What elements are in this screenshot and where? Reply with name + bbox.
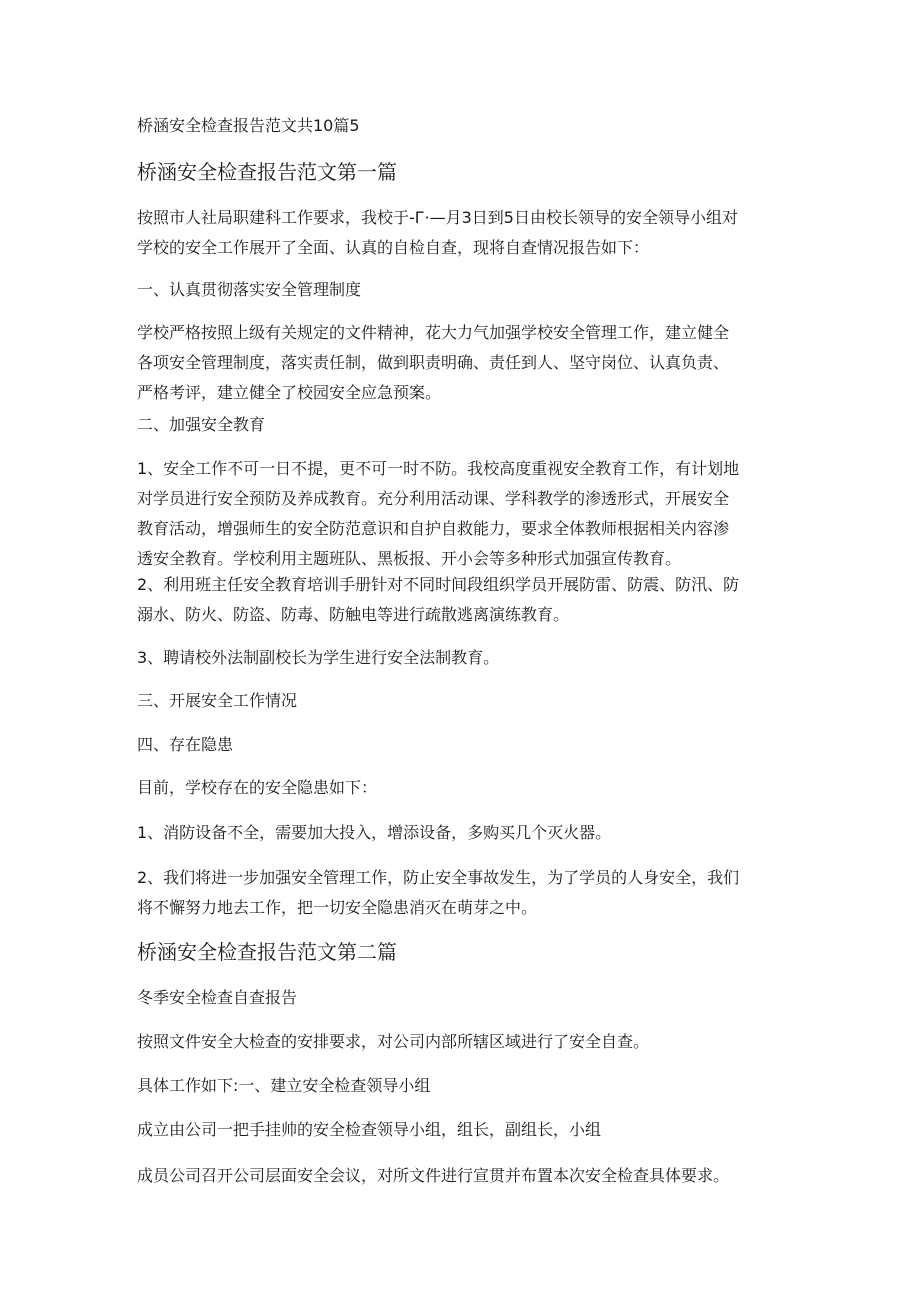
paragraph	[137, 454, 797, 574]
paragraph	[137, 1115, 797, 1145]
paragraph	[137, 643, 797, 673]
paragraph-line: 一、认真贯彻落实安全管理制度	[137, 280, 362, 299]
paragraph-line: 三、开展安全工作情况	[137, 691, 298, 710]
subheading	[137, 275, 797, 305]
paragraph-line: 3、聘请校外法制副校长为学生进行安全法制教育。	[137, 648, 500, 667]
paragraph	[137, 773, 797, 803]
paragraph	[137, 818, 797, 848]
paragraph	[137, 1161, 797, 1191]
subheading	[137, 730, 797, 760]
paragraph-line: 按照市人社局职建科工作要求，我校于-Г·—月3日到5日由校长领导的安全领导小组对	[137, 208, 738, 227]
paragraph-line: 对学员进行安全预防及养成教育。充分利用活动课、学科教学的渗透形式，开展安全	[137, 489, 730, 508]
paragraph-line: 二、加强安全教育	[137, 415, 266, 434]
subheading	[137, 410, 797, 440]
paragraph	[137, 863, 797, 923]
paragraph-line: 透安全教育。学校利用主题班队、黑板报、开小会等多种形式加强宣传教育。	[137, 549, 682, 568]
paragraph-line: 四、存在隐患	[137, 735, 234, 754]
paragraph	[137, 570, 797, 630]
paragraph-line: 各项安全管理制度，落实责任制，做到职责明确、责任到人、坚守岗位、认真负责、	[137, 353, 730, 372]
paragraph-line: 1、消防设备不全，需要加大投入，增添设备，多购买几个灭火器。	[137, 823, 612, 842]
paragraph-line: 成员公司召开公司层面安全会议，对所文件进行宣贯并布置本次安全检查具体要求。	[137, 1166, 730, 1185]
paragraph-line: 按照文件安全大检查的安排要求，对公司内部所辖区域进行了安全自查。	[137, 1032, 650, 1051]
paragraph-line: 学校严格按照上级有关规定的文件精神，花大力气加强学校安全管理工作，建立健全	[137, 323, 730, 342]
paragraph-line: 2、利用班主任安全教育培训手册针对不同时间段组织学员开展防雷、防震、防汛、防	[137, 575, 740, 594]
paragraph-line: 冬季安全检查自查报告	[137, 988, 298, 1007]
document-title: 桥涵安全检查报告范文共10篇5	[137, 116, 360, 135]
paragraph-line: 2、我们将进一步加强安全管理工作，防止安全事故发生，为了学员的人身安全，我们	[137, 868, 740, 887]
paragraph	[137, 203, 797, 263]
paragraph-line: 溺水、防火、防盗、防毒、防触电等进行疏散逃离演练教育。	[137, 605, 570, 624]
paragraph-line: 学校的安全工作展开了全面、认真的自检自查，现将自查情况报告如下：	[137, 238, 650, 257]
paragraph-line: 成立由公司一把手挂帅的安全检查领导小组，组长，副组长，小组	[137, 1120, 602, 1139]
section-heading: 桥涵安全检查报告范文第一篇	[137, 160, 397, 184]
section-heading: 桥涵安全检查报告范文第二篇	[137, 940, 397, 964]
paragraph-line: 1、安全工作不可一日不提，更不可一时不防。我校高度重视安全教育工作，有计划地	[137, 459, 740, 478]
paragraph-line: 具体工作如下:一、建立安全检查领导小组	[137, 1076, 431, 1095]
paragraph	[137, 318, 797, 408]
paragraph	[137, 1071, 797, 1101]
paragraph-line: 将不懈努力地去工作，把一切安全隐患消灭在萌芽之中。	[137, 898, 538, 917]
paragraph-line: 目前，学校存在的安全隐患如下：	[137, 778, 378, 797]
paragraph-line: 严格考评，建立健全了校园安全应急预案。	[137, 383, 442, 402]
paragraph	[137, 1027, 797, 1057]
subheading	[137, 686, 797, 716]
paragraph-line: 教育活动，增强师生的安全防范意识和自护自救能力，要求全体教师根据相关内容渗	[137, 519, 730, 538]
subheading	[137, 983, 797, 1013]
